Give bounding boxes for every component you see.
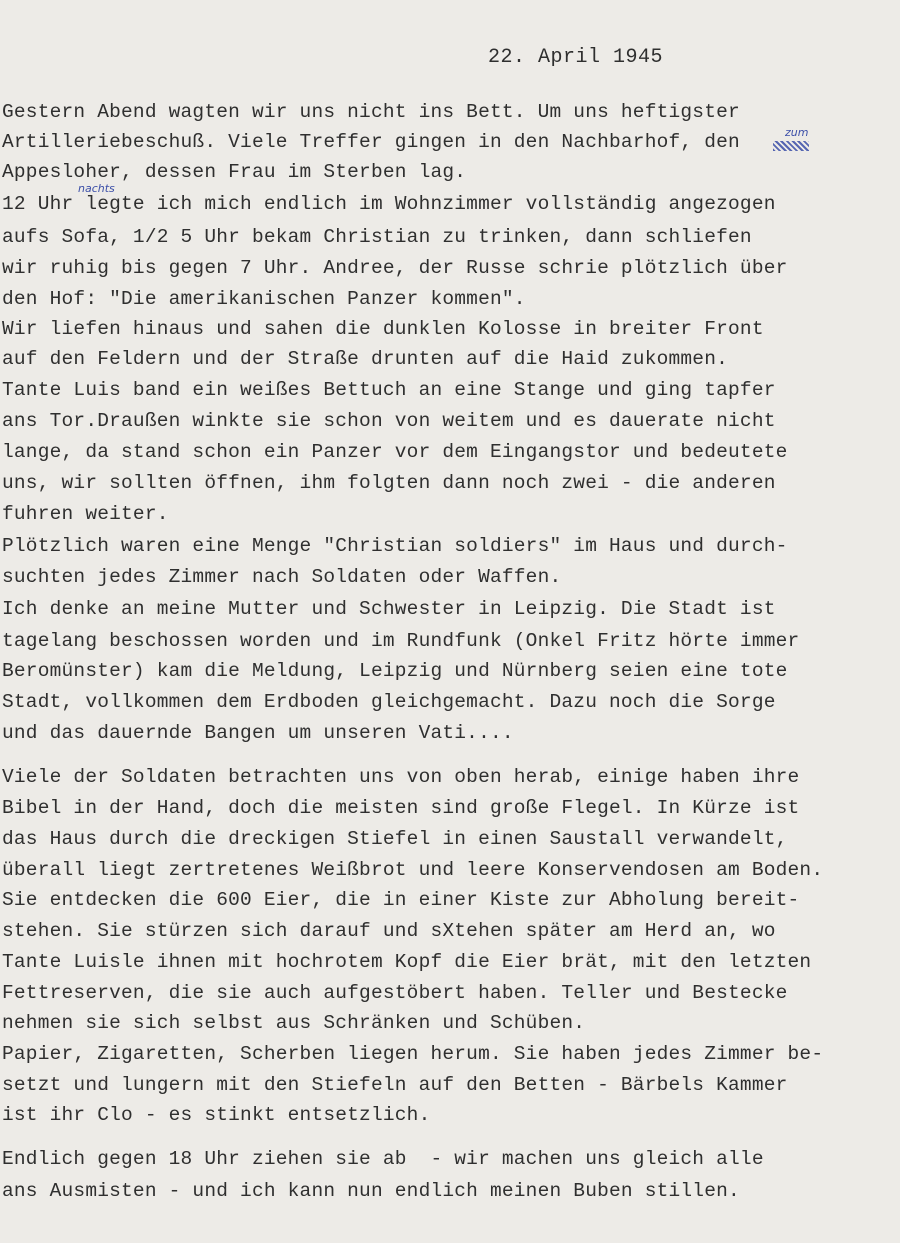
- text-line: setzt und lungern mit den Stiefeln auf den Betten - Bärbels Kammer: [2, 1074, 788, 1096]
- text-line: auf den Feldern und der Straße drunten auf die Haid zukommen.: [2, 348, 729, 370]
- text-line: Tante Luisle ihnen mit hochrotem Kopf die Eier brät, mit den letzten: [2, 951, 812, 973]
- text-line: tagelang beschossen worden und im Rundfunk (Onkel Fritz hörte immer: [2, 630, 800, 652]
- text-line: stehen. Sie stürzen sich darauf und sXtehen später am Herd an, wo: [2, 920, 776, 942]
- text-line: Fettreserven, die sie auch aufgestöbert haben. Teller und Bestecke: [2, 982, 788, 1004]
- text-line: Stadt, vollkommen dem Erdboden gleichgemacht. Dazu noch die Sorge: [2, 691, 776, 713]
- handwritten-note-zum: zum: [785, 126, 809, 139]
- text-line: uns, wir sollten öffnen, ihm folgten dann noch zwei - die anderen: [2, 472, 776, 494]
- text-line: suchten jedes Zimmer nach Soldaten oder Waffen.: [2, 566, 562, 588]
- text-line: Ich denke an meine Mutter und Schwester in Leipzig. Die Stadt ist: [2, 598, 776, 620]
- text-line: Sie entdecken die 600 Eier, die in einer Kiste zur Abholung bereit-: [2, 889, 800, 911]
- text-line: Appesloher, dessen Frau im Sterben lag.: [2, 161, 467, 183]
- text-line: Viele der Soldaten betrachten uns von oben herab, einige haben ihre: [2, 766, 800, 788]
- text-line: Papier, Zigaretten, Scherben liegen herum. Sie haben jedes Zimmer be-: [2, 1043, 824, 1065]
- text-line: Gestern Abend wagten wir uns nicht ins Bett. Um uns heftigster: [2, 101, 740, 123]
- document-date: 22. April 1945: [488, 46, 664, 69]
- text-line: nehmen sie sich selbst aus Schränken und Schüben.: [2, 1012, 586, 1034]
- text-line: ans Tor.Draußen winkte sie schon von weitem und es dauerate nicht: [2, 410, 776, 432]
- handwritten-strikeout: [773, 141, 809, 151]
- text-line: wir ruhig bis gegen 7 Uhr. Andree, der Russe schrie plötzlich über: [2, 257, 788, 279]
- text-line: Plötzlich waren eine Menge "Christian soldiers" im Haus und durch-: [2, 535, 788, 557]
- text-line: und das dauernde Bangen um unseren Vati....: [2, 722, 514, 744]
- text-line: 12 Uhr legte ich mich endlich im Wohnzimmer vollständig angezogen: [2, 193, 776, 215]
- text-line: das Haus durch die dreckigen Stiefel in einen Saustall verwandelt,: [2, 828, 788, 850]
- text-line: Tante Luis band ein weißes Bettuch an eine Stange und ging tapfer: [2, 379, 776, 401]
- text-line: aufs Sofa, 1/2 5 Uhr bekam Christian zu trinken, dann schliefen: [2, 226, 752, 248]
- handwritten-note-nachts: nachts: [78, 182, 115, 195]
- text-line: ans Ausmisten - und ich kann nun endlich meinen Buben stillen.: [2, 1180, 740, 1202]
- text-line: Endlich gegen 18 Uhr ziehen sie ab - wir machen uns gleich alle: [2, 1148, 764, 1170]
- text-line: überall liegt zertretenes Weißbrot und leere Konservendosen am Boden.: [2, 859, 824, 881]
- text-line: Bibel in der Hand, doch die meisten sind große Flegel. In Kürze ist: [2, 797, 800, 819]
- text-line: Beromünster) kam die Meldung, Leipzig und Nürnberg seien eine tote: [2, 660, 788, 682]
- text-line: den Hof: "Die amerikanischen Panzer kommen".: [2, 288, 526, 310]
- text-line: Wir liefen hinaus und sahen die dunklen Kolosse in breiter Front: [2, 318, 764, 340]
- text-line: fuhren weiter.: [2, 503, 169, 525]
- text-line: Artilleriebeschuß. Viele Treffer gingen in den Nachbarhof, den: [2, 131, 740, 153]
- text-line: lange, da stand schon ein Panzer vor dem Eingangstor und bedeutete: [2, 441, 788, 463]
- text-line: ist ihr Clo - es stinkt entsetzlich.: [2, 1104, 431, 1126]
